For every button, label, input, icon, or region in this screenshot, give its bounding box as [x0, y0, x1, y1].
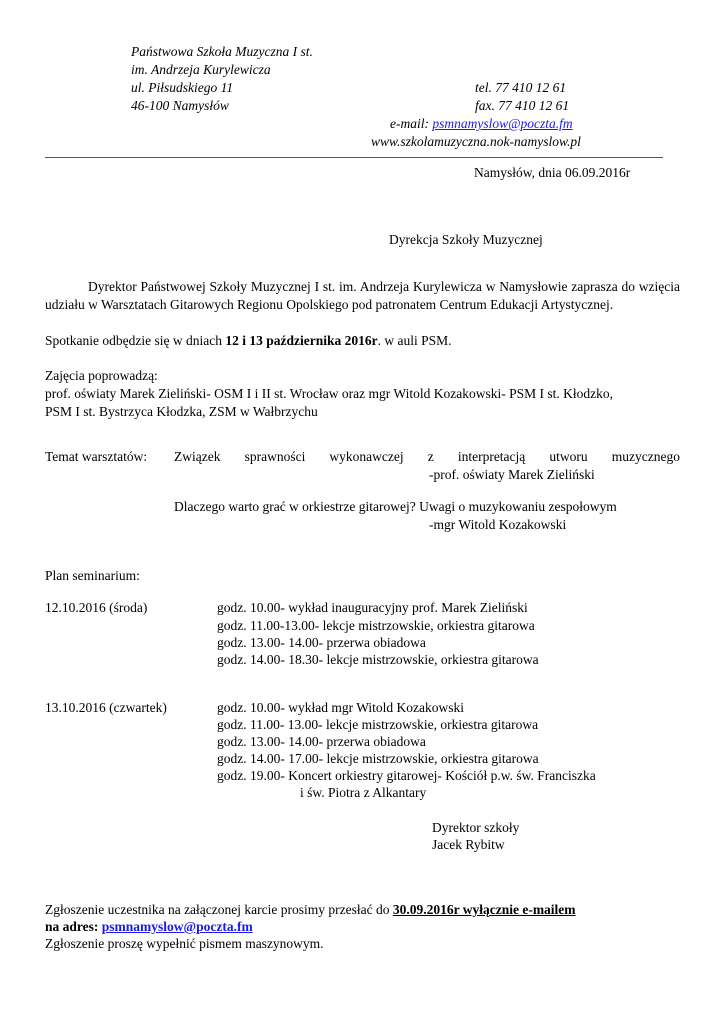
- footer-prefix: Zgłoszenie uczestnika na załączonej karcie prosimy przesłać do: [45, 902, 393, 917]
- day-1-date: 12.10.2016 (środa): [45, 600, 148, 615]
- day-2-date: 13.10.2016 (czwartek): [45, 700, 167, 715]
- teachers-heading: Zajęcia poprowadzą:: [45, 368, 158, 383]
- recipient: Dyrekcja Szkoły Muzycznej: [389, 232, 543, 247]
- signature-name: Jacek Rybitw: [432, 837, 505, 852]
- school-street: ul. Piłsudskiego 11: [131, 80, 234, 95]
- date-line: Namysłów, dnia 06.09.2016r: [474, 165, 631, 180]
- topic-1-author: -prof. oświaty Marek Zieliński: [429, 467, 595, 482]
- topic-1-word: utworu: [549, 449, 588, 464]
- footer-address-label: na adres:: [45, 919, 102, 934]
- topic-2: Dlaczego warto grać w orkiestrze gitarowej? Uwagi o muzykowaniu zespołowym: [174, 499, 617, 514]
- day-2-item: godz. 19.00- Koncert orkiestry gitarowej- Kościół p.w. św. Franciszka: [217, 768, 596, 783]
- footer-line-3: Zgłoszenie proszę wypełnić pismem maszynowym.: [45, 936, 324, 951]
- school-city: 46-100 Namysłów: [131, 98, 229, 113]
- topic-2-author: -mgr Witold Kozakowski: [429, 517, 567, 532]
- topic-1-word: sprawności: [244, 449, 306, 464]
- footer-deadline: 30.09.2016r wyłącznie e-mailem: [392, 902, 576, 917]
- topic-1-word: muzycznego: [611, 449, 680, 464]
- teachers-line-2: PSM I st. Bystrzyca Kłodzka, ZSM w Wałbrzychu: [45, 404, 318, 419]
- day-2-item-continuation: i św. Piotra z Alkantary: [300, 785, 427, 800]
- footer-email-link[interactable]: psmnamyslow@poczta.fm: [101, 919, 253, 934]
- school-fax: fax. 77 410 12 61: [475, 98, 570, 113]
- meeting-line: [45, 332, 451, 350]
- day-2-item: godz. 13.00- 14.00- przerwa obiadowa: [217, 734, 426, 749]
- signature-title: Dyrektor szkoły: [432, 820, 520, 835]
- plan-heading: Plan seminarium:: [45, 568, 140, 583]
- day-1-item: godz. 13.00- 14.00- przerwa obiadowa: [217, 635, 426, 650]
- header-email-link[interactable]: psmnamyslow@poczta.fm: [432, 116, 573, 131]
- school-patron: im. Andrzeja Kurylewicza: [131, 62, 271, 77]
- email-line: [390, 115, 573, 133]
- topic-1: [174, 448, 680, 466]
- meeting-prefix: Spotkanie odbędzie się w dniach: [45, 333, 226, 348]
- topic-1-word: Związek: [174, 449, 221, 464]
- email-label: e-mail:: [390, 116, 433, 131]
- topic-1-word: interpretacją: [457, 449, 526, 464]
- day-1-item: godz. 14.00- 18.30- lekcje mistrzowskie, orkiestra gitarowa: [217, 652, 539, 667]
- teachers-line-1: prof. oświaty Marek Zieliński- OSM I i II st. Wrocław oraz mgr Witold Kozakowski- PSM I st. Kłodzko,: [45, 386, 613, 401]
- day-2-item: godz. 10.00- wykład mgr Witold Kozakowski: [217, 700, 465, 715]
- topic-1-word: wykonawczej: [329, 449, 404, 464]
- topics-label: Temat warsztatów:: [45, 449, 148, 464]
- meeting-suffix: . w auli PSM.: [377, 333, 452, 348]
- footer-line-1: [45, 901, 576, 919]
- topic-1-word: z: [427, 449, 434, 464]
- day-2-item: godz. 11.00- 13.00- lekcje mistrzowskie, orkiestra gitarowa: [217, 717, 539, 732]
- school-phone: tel. 77 410 12 61: [475, 80, 567, 95]
- header-divider: [45, 157, 663, 158]
- day-1-item: godz. 11.00-13.00- lekcje mistrzowskie, orkiestra gitarowa: [217, 618, 535, 633]
- school-website: www.szkolamuzyczna.nok-namyslow.pl: [371, 134, 581, 149]
- footer-line-2: [45, 918, 253, 936]
- school-name: Państwowa Szkoła Muzyczna I st.: [131, 44, 313, 59]
- meeting-dates: 12 i 13 października 2016r: [225, 333, 378, 348]
- day-1-item: godz. 10.00- wykład inauguracyjny prof. Marek Zieliński: [217, 600, 528, 615]
- day-2-item: godz. 14.00- 17.00- lekcje mistrzowskie, orkiestra gitarowa: [217, 751, 539, 766]
- intro-paragraph: Dyrektor Państwowej Szkoły Muzycznej I st. im. Andrzeja Kurylewicza w Namysłowie zaprasza do wzięcia udziału w Warsztatach Gitarowych Regionu Opolskiego pod patronatem Centrum Edukacji Artystycznej.: [45, 279, 680, 312]
